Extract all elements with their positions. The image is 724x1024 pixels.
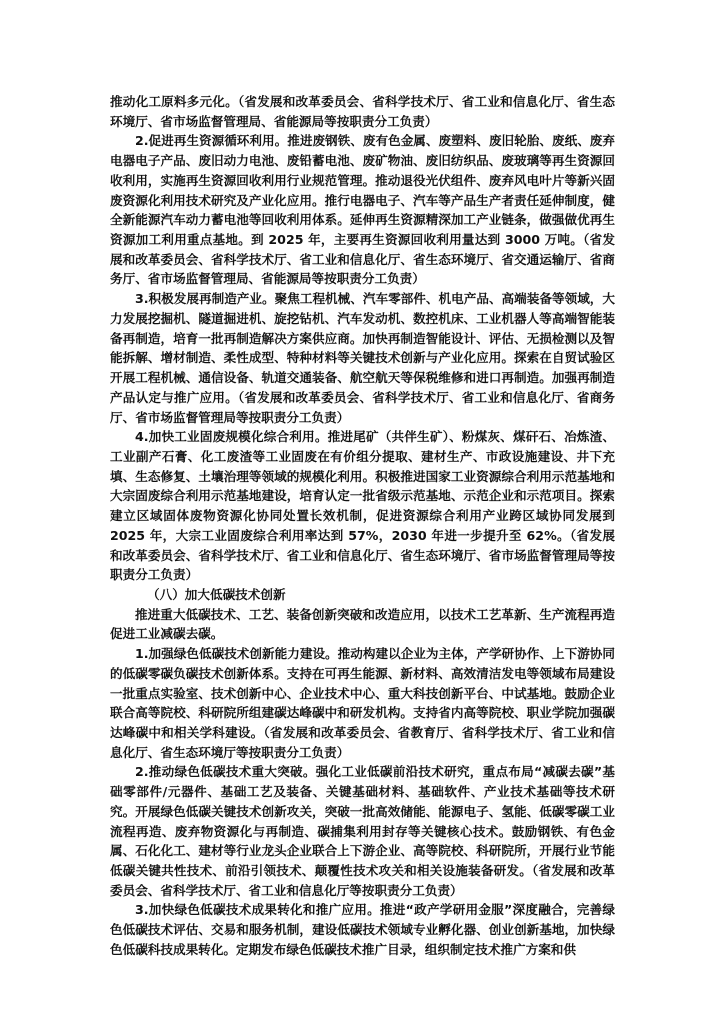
paragraph-continuation: 推动化工原料多元化。（省发展和改革委员会、省科学技术厅、省工业和信息化厅、省生态环境厅、省市场监督管理局、省能源局等按职责分工负责） <box>110 94 615 129</box>
paragraph-item-1-innovation-capacity: 1.加强绿色低碳技术创新能力建设。推动构建以企业为主体，产学研协作、上下游协同的低碳零碳负碳技术创新体系。支持在可再生能源、新材料、高效清洁发电等领域布局建设一批重点实验室、技术创新中心、企业技术中心、重大科技创新平台、中试基地。鼓励企业联合高等院校、科研院所组建碳达峰碳中和研发机构。支持省内高等院校、职业学院加强碳达峰碳中和相关学科建设。（省发展和改革委员会、省教育厅、省科学技术厅、省工业和信息化厅、省生态环境厅等按职责分工负责） <box>110 646 615 760</box>
document-body <box>110 92 615 960</box>
paragraph-item-3-technology-transfer: 3.加快绿色低碳技术成果转化和推广应用。推进“政产学研用金服”深度融合，完善绿色低碳技术评估、交易和服务机制，建设低碳技术领域专业孵化器、创业创新基地，加快绿色低碳科技成果转化。定期发布绿色低碳技术推广目录，组织制定技术推广方案和供 <box>110 902 615 957</box>
paragraph-item-2-recycling: 2.促进再生资源循环利用。推进废钢铁、废有色金属、废塑料、废旧轮胎、废纸、废弃电器电子产品、废旧动力电池、废铅蓄电池、废矿物油、废旧纺织品、废玻璃等再生资源回收利用，实施再生资源回收利用行业规范管理。推动退役光伏组件、废弃风电叶片等新兴固废资源化利用技术研究及产业化应用。推行电器电子、汽车等产品生产者责任延伸制度，健全新能源汽车动力蓄电池等回收利用体系。延伸再生资源精深加工产业链条，做强做优再生资源加工利用重点基地。到 2025 年，主要再生资源回收利用量达到 3000 万吨。（省发展和改革委员会、省科学技术厅、省工业和信息化厅、省生态环境厅、省交通运输厅、省商务厅、省市场监督管理局、省能源局等按职责分工负责） <box>110 133 615 287</box>
paragraph-section-intro: 推进重大低碳技术、工艺、装备创新突破和改造应用，以技术工艺革新、生产流程再造促进工业减碳去碳。 <box>110 606 615 642</box>
section-heading-8: （八）加大低碳技术创新 <box>147 586 286 602</box>
paragraph-item-3-remanufacturing: 3.积极发展再制造产业。聚焦工程机械、汽车零部件、机电产品、高端装备等领域，大力发展挖掘机、隧道掘进机、旋挖钻机、汽车发动机、数控机床、工业机器人等高端智能装备再制造，培育一批再制造解决方案供应商。加快再制造智能设计、评估、无损检测以及智能拆解、增材制造、柔性成型、特种材料等关键技术创新与产业化应用。探索在自贸试验区开展工程机械、通信设备、轨道交通装备、航空航天等保税维修和进口再制造。加强再制造产品认定与推广应用。（省发展和改革委员会、省科学技术厅、省工业和信息化厅、省商务厅、省市场监督管理局等按职责分工负责） <box>110 291 615 425</box>
paragraph-item-4-industrial-solid-waste: 4.加快工业固废规模化综合利用。推进尾矿（共伴生矿）、粉煤灰、煤矸石、冶炼渣、工业副产石膏、化工废渣等工业固废在有价组分提取、建材生产、市政设施建设、井下充填、生态修复、土壤治理等领域的规模化利用。积极推进国家工业资源综合利用示范基地和大宗固废综合利用示范基地建设，培育认定一批省级示范基地、示范企业和示范项目。探索建立区域固体废物资源化协同处置长效机制，促进资源综合利用产业跨区域协同发展到 2025 年，大宗工业固废综合利用率达到 57%，2030 年进一步提升至 62%。（省发展和改革委员会、省科学技术厅、省工业和信息化厅、省生态环境厅、省市场监督管理局等按职责分工负责） <box>110 429 615 583</box>
paragraph-item-2-breakthroughs: 2.推动绿色低碳技术重大突破。强化工业低碳前沿技术研究，重点布局“减碳去碳”基础零部件/元器件、基础工艺及装备、关键基础材料、基础软件、产业技术基础等技术研究。开展绿色低碳关键技术创新攻关，突破一批高效储能、能源电子、氢能、低碳零碳工业流程再造、废弃物资源化与再制造、碳捕集利用封存等关键核心技术。鼓励钢铁、有色金属、石化化工、建材等行业龙头企业联合上下游企业、高等院校、科研院所，开展行业节能低碳关键共性技术、前沿引领技术、颠覆性技术攻关和相关设施装备研发。（省发展和改革委员会、省科学技术厅、省工业和信息化厅等按职责分工负责） <box>110 764 615 898</box>
